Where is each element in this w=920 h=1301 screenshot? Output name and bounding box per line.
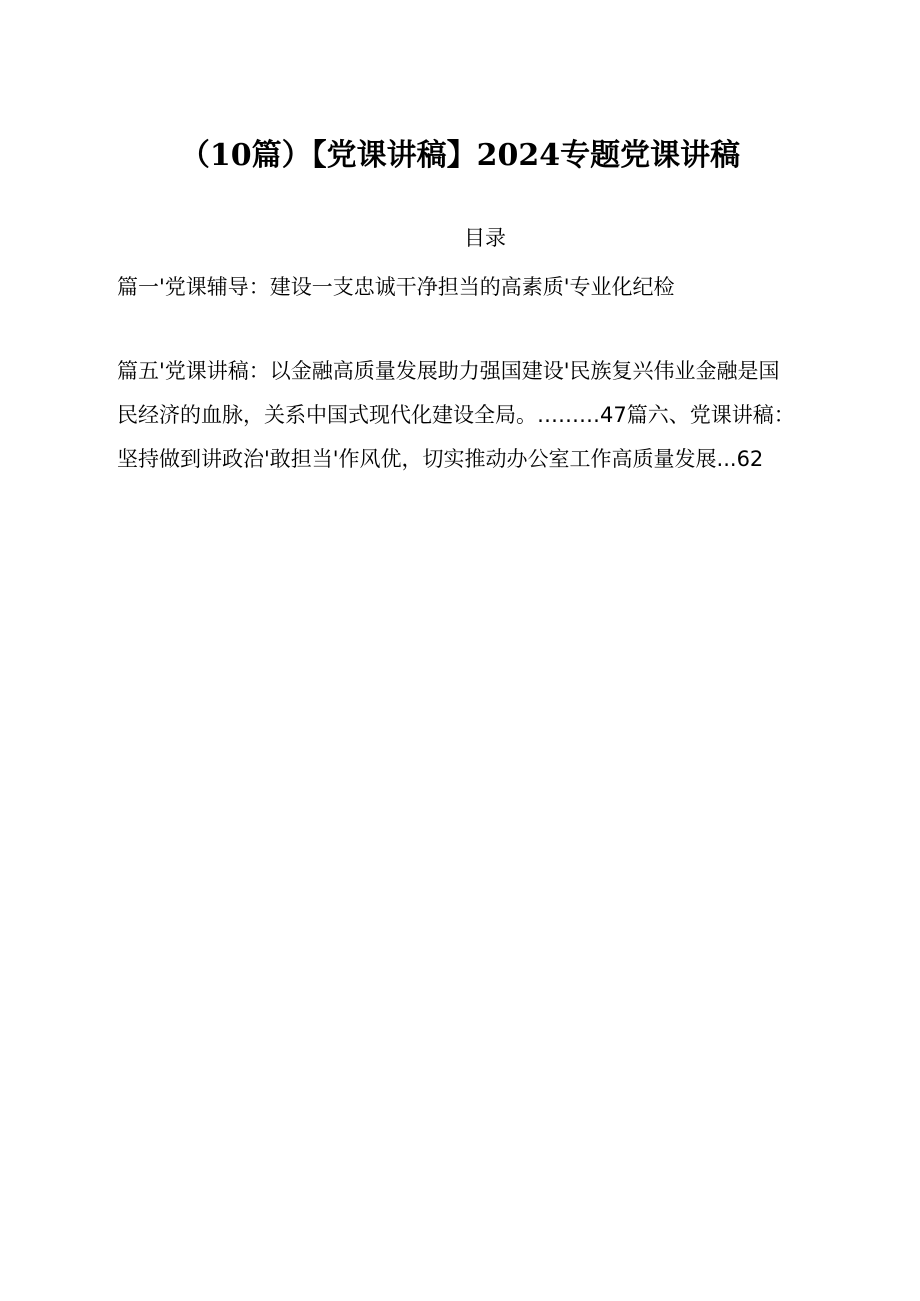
toc-heading: 目录 — [464, 226, 506, 250]
document-title: （10篇）【党课讲稿】2024专题党课讲稿 — [179, 138, 741, 173]
toc-entry-2[interactable] — [117, 349, 877, 481]
toc-entry-1[interactable]: 篇一'党课辅导：建设一支忠诚干净担当的高素质'专业化纪检 — [117, 275, 675, 299]
toc-entry-2-line-3: 坚持做到讲政治'敢担当'作风优，切实推动办公室工作高质量发展...62 — [117, 447, 764, 471]
toc-entry-2-line-1: 篇五'党课讲稿：以金融高质量发展助力强国建设'民族复兴伟业金融是国 — [117, 359, 780, 383]
toc-entry-2-line-2: 民经济的血脉，关系中国式现代化建设全局。………47篇六、党课讲稿： — [117, 403, 795, 427]
